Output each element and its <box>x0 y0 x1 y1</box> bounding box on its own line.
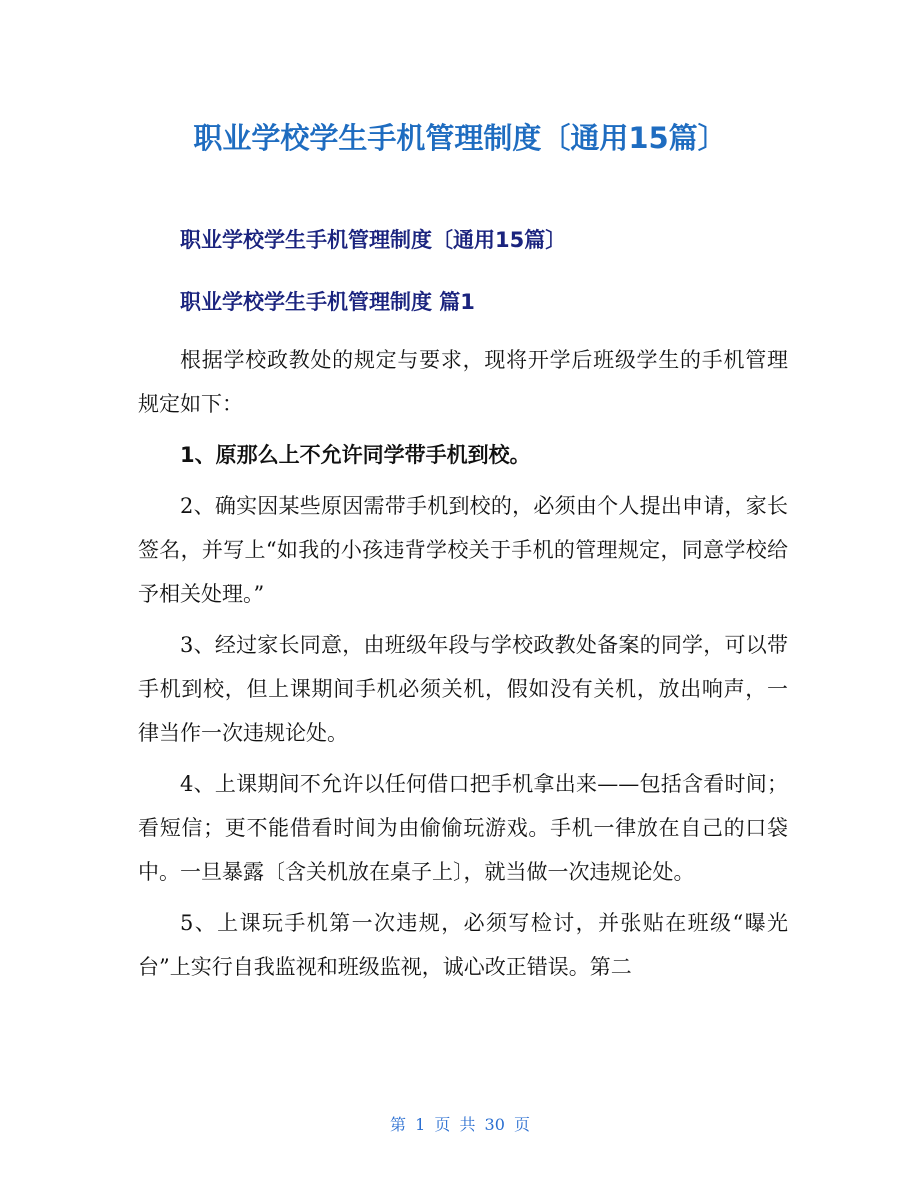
document-body <box>138 338 788 989</box>
paragraph-rule-5: 5、上课玩手机第一次违规，必须写检讨，并张贴在班级“曝光台”上实行自我监视和班级监视，诚心改正错误。第二 <box>138 911 788 979</box>
paragraph-rule-3: 3、经过家长同意，由班级年段与学校政教处备案的同学，可以带手机到校，但上课期间手机必须关机，假如没有关机，放出响声，一律当作一次违规论处。 <box>138 633 788 745</box>
document-title: 职业学校学生手机管理制度〔通用15篇〕 <box>193 121 727 155</box>
paragraph-rule-2: 2、确实因某些原因需带手机到校的，必须由个人提出申请，家长签名，并写上“如我的小孩违背学校关于手机的管理规定，同意学校给予相关处理。” <box>138 494 788 606</box>
section-heading: 职业学校学生手机管理制度 篇1 <box>180 290 475 314</box>
document-subtitle: 职业学校学生手机管理制度〔通用15篇〕 <box>180 228 567 252</box>
page-number-footer: 第 1 页 共 30 页 <box>390 1115 530 1134</box>
paragraph-rule-4: 4、上课期间不允许以任何借口把手机拿出来——包括含看时间；看短信；更不能借看时间为由偷偷玩游戏。手机一律放在自己的口袋中。一旦暴露〔含关机放在桌子上〕，就当做一次违规论处。 <box>138 772 788 884</box>
paragraph-intro: 根据学校政教处的规定与要求，现将开学后班级学生的手机管理规定如下： <box>138 348 788 416</box>
paragraph-rule-1: 1、原那么上不允许同学带手机到校。 <box>180 443 531 467</box>
